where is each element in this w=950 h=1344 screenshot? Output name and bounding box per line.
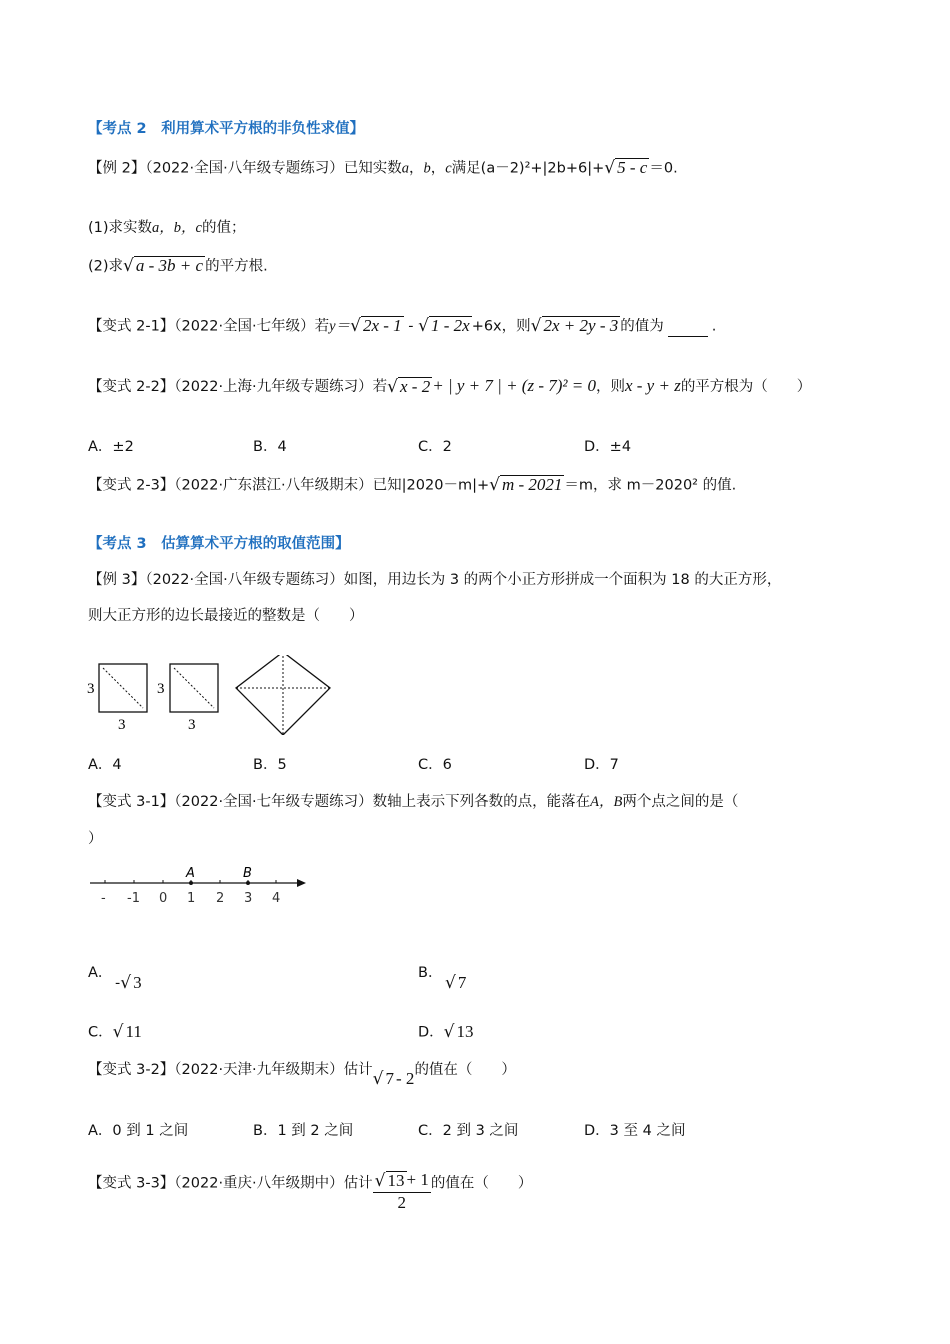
text: 估计 <box>343 1062 373 1078</box>
source: （2022·全国·八年级专题练习） <box>145 160 344 177</box>
option-b[interactable]: B．1 到 2 之间 <box>253 1123 354 1139</box>
q2-text: (2)求 <box>88 258 124 275</box>
arrow-head <box>297 879 306 887</box>
minus-2: - 2 <box>396 1069 415 1088</box>
radical: √ 2x - 1 <box>350 316 402 336</box>
fraction: $\frac{√ 13 + 1}{2}$ <box>374 1170 429 1212</box>
then: 则 <box>516 318 531 335</box>
radical: √ 3 <box>120 973 142 993</box>
option-d[interactable] <box>418 1022 476 1043</box>
text: ，则 <box>595 379 625 395</box>
example-3-line1 <box>88 570 781 590</box>
q1-end: 的值； <box>201 220 246 236</box>
text: 如图，用边长为 3 的两个小正方形拼成一个面积为 18 的大正方形， <box>343 572 782 588</box>
stem-text: 已知实数 <box>343 160 402 177</box>
option-b-value <box>445 973 468 994</box>
text: ＝m，求 m－2020² 的值. <box>564 477 737 494</box>
expression: + | y + 7 | + (z - 7)² = 0 <box>432 376 596 395</box>
q1-text: (1)求实数 <box>88 220 153 236</box>
number-line <box>86 862 316 912</box>
source: （2022·天津·九年级期末） <box>174 1062 344 1078</box>
tick-label: -1 <box>127 891 140 906</box>
y-eq: y＝ <box>329 318 351 335</box>
text: 的值在（ ） <box>414 1062 516 1078</box>
text: 若 <box>372 379 388 395</box>
example-label: 【例 3】 <box>88 572 146 588</box>
option-d[interactable]: D．7 <box>584 757 619 773</box>
option-label: A． <box>88 965 113 981</box>
source: （2022·广东湛江·八年级期末） <box>174 477 373 494</box>
tick-label: 0 <box>159 891 168 906</box>
option-c[interactable]: C．2 到 3 之间 <box>418 1123 519 1139</box>
radical: √ 1 - 2x <box>418 316 470 336</box>
point-b-label: B <box>243 866 252 881</box>
source: （2022·全国·七年级专题练习） <box>174 794 373 810</box>
option-c[interactable]: C．6 <box>418 757 452 773</box>
option-d[interactable]: D．3 至 4 之间 <box>584 1123 686 1139</box>
option-b[interactable] <box>418 963 442 983</box>
source: （2022·全国·八年级专题练习） <box>145 572 344 588</box>
radical: √ 7 <box>372 1069 395 1089</box>
point-a <box>189 881 193 885</box>
answer-blank[interactable] <box>668 322 708 337</box>
vars: A，B <box>590 794 623 810</box>
variant-2-1 <box>88 316 716 337</box>
equals-zero: ＝0. <box>649 160 678 177</box>
tick-label: - <box>101 891 106 906</box>
section-heading-kp3: 【考点 3 估算算术平方根的取值范围】 <box>88 536 350 552</box>
minus-sign: - <box>115 975 121 992</box>
source: （2022·重庆·八年级期中） <box>174 1175 344 1192</box>
option-c[interactable] <box>88 1022 144 1043</box>
variant-3-2 <box>88 1060 516 1090</box>
point-a-label: A <box>186 866 195 881</box>
variant-3-3 <box>88 1170 532 1213</box>
minus: - <box>403 318 419 335</box>
denominator: 2 <box>397 1192 407 1212</box>
variant-label: 【变式 3-3】 <box>88 1175 175 1192</box>
var-b: b <box>423 160 431 177</box>
stem-text: 满足 <box>451 160 481 177</box>
radical: √ 2x + 2y - 3 <box>530 316 619 336</box>
text: 的平方根为（ ） <box>680 379 812 395</box>
diagonal-1 <box>103 668 143 708</box>
variant-label: 【变式 3-1】 <box>88 794 175 810</box>
option-a[interactable] <box>88 963 112 983</box>
radical: √ 13 <box>443 1022 474 1042</box>
tick-label: 4 <box>272 891 281 906</box>
period: . <box>711 318 717 335</box>
example-3-line2: 则大正方形的边长最接近的整数是（ ） <box>88 608 364 624</box>
radical: √ 11 <box>112 1022 142 1042</box>
section-heading-kp2: 【考点 2 利用算术平方根的非负性求值】 <box>88 121 365 137</box>
var-a: a <box>401 160 409 177</box>
expression: (a－2)²+|2b+6|+ <box>480 160 605 177</box>
radical: √ m - 2021 <box>489 475 563 495</box>
source: （2022·全国·七年级） <box>174 318 315 335</box>
variant-label: 【变式 2-1】 <box>88 318 175 335</box>
var-c: c <box>445 160 452 177</box>
label-side: 3 <box>157 681 165 697</box>
label-bottom: 3 <box>118 717 126 733</box>
variant-2-3 <box>88 475 736 496</box>
tick-label: 2 <box>216 891 225 906</box>
radical: √ 5 - c <box>604 158 648 178</box>
radical: √ x - 2 <box>387 376 431 397</box>
comma: ， <box>430 160 446 177</box>
comma: ， <box>408 160 424 177</box>
option-a[interactable]: A．±2 <box>88 439 134 455</box>
option-b[interactable]: B．4 <box>253 439 287 455</box>
text: 数轴上表示下列各数的点，能落在 <box>372 794 591 810</box>
radical: √ a - 3b + c <box>123 256 204 276</box>
text: 的值为 <box>620 318 664 335</box>
text: 的值在（ ） <box>430 1175 533 1192</box>
tick-label: 3 <box>244 891 253 906</box>
radical: √ 7 <box>445 973 467 993</box>
option-label: C． <box>88 1024 113 1041</box>
variant-label: 【变式 3-2】 <box>88 1062 175 1078</box>
option-d[interactable]: D．±4 <box>584 439 632 455</box>
variant-3-1-line2: ） <box>88 831 103 847</box>
variant-3-1-line1 <box>88 792 738 812</box>
plus-6x: +6x， <box>471 318 517 335</box>
tick-label: 1 <box>187 891 196 906</box>
squares-figure <box>82 655 342 735</box>
text: 若 <box>314 318 330 335</box>
option-label: D． <box>418 1024 444 1041</box>
example-2-q1 <box>88 218 245 238</box>
variant-label: 【变式 2-2】 <box>88 379 175 395</box>
text: 已知|2020－m|+ <box>372 477 490 494</box>
q2-end: 的平方根. <box>205 258 268 275</box>
example-2-q2 <box>88 256 268 277</box>
plus-1: + 1 <box>406 1170 429 1189</box>
option-label: B． <box>418 965 443 981</box>
text: 两个点之间的是（ <box>622 794 739 810</box>
example-2-stem <box>88 158 678 179</box>
expression: x - y + z <box>624 376 681 395</box>
label-bottom: 3 <box>188 717 196 733</box>
option-a-value <box>115 973 144 994</box>
option-c[interactable]: C．2 <box>418 439 452 455</box>
example-label: 【例 2】 <box>88 160 146 177</box>
source: （2022·上海·九年级专题练习） <box>174 379 373 395</box>
option-a[interactable]: A．0 到 1 之间 <box>88 1123 189 1139</box>
option-a[interactable]: A．4 <box>88 757 122 773</box>
diagonal-2 <box>174 668 214 708</box>
option-b[interactable]: B．5 <box>253 757 287 773</box>
label-side: 3 <box>87 681 95 697</box>
point-b <box>246 881 250 885</box>
big-square <box>236 655 330 735</box>
variant-2-2 <box>88 376 811 398</box>
variant-label: 【变式 2-3】 <box>88 477 175 494</box>
text: 估计 <box>343 1175 373 1192</box>
q1-vars: a，b，c <box>152 220 202 236</box>
